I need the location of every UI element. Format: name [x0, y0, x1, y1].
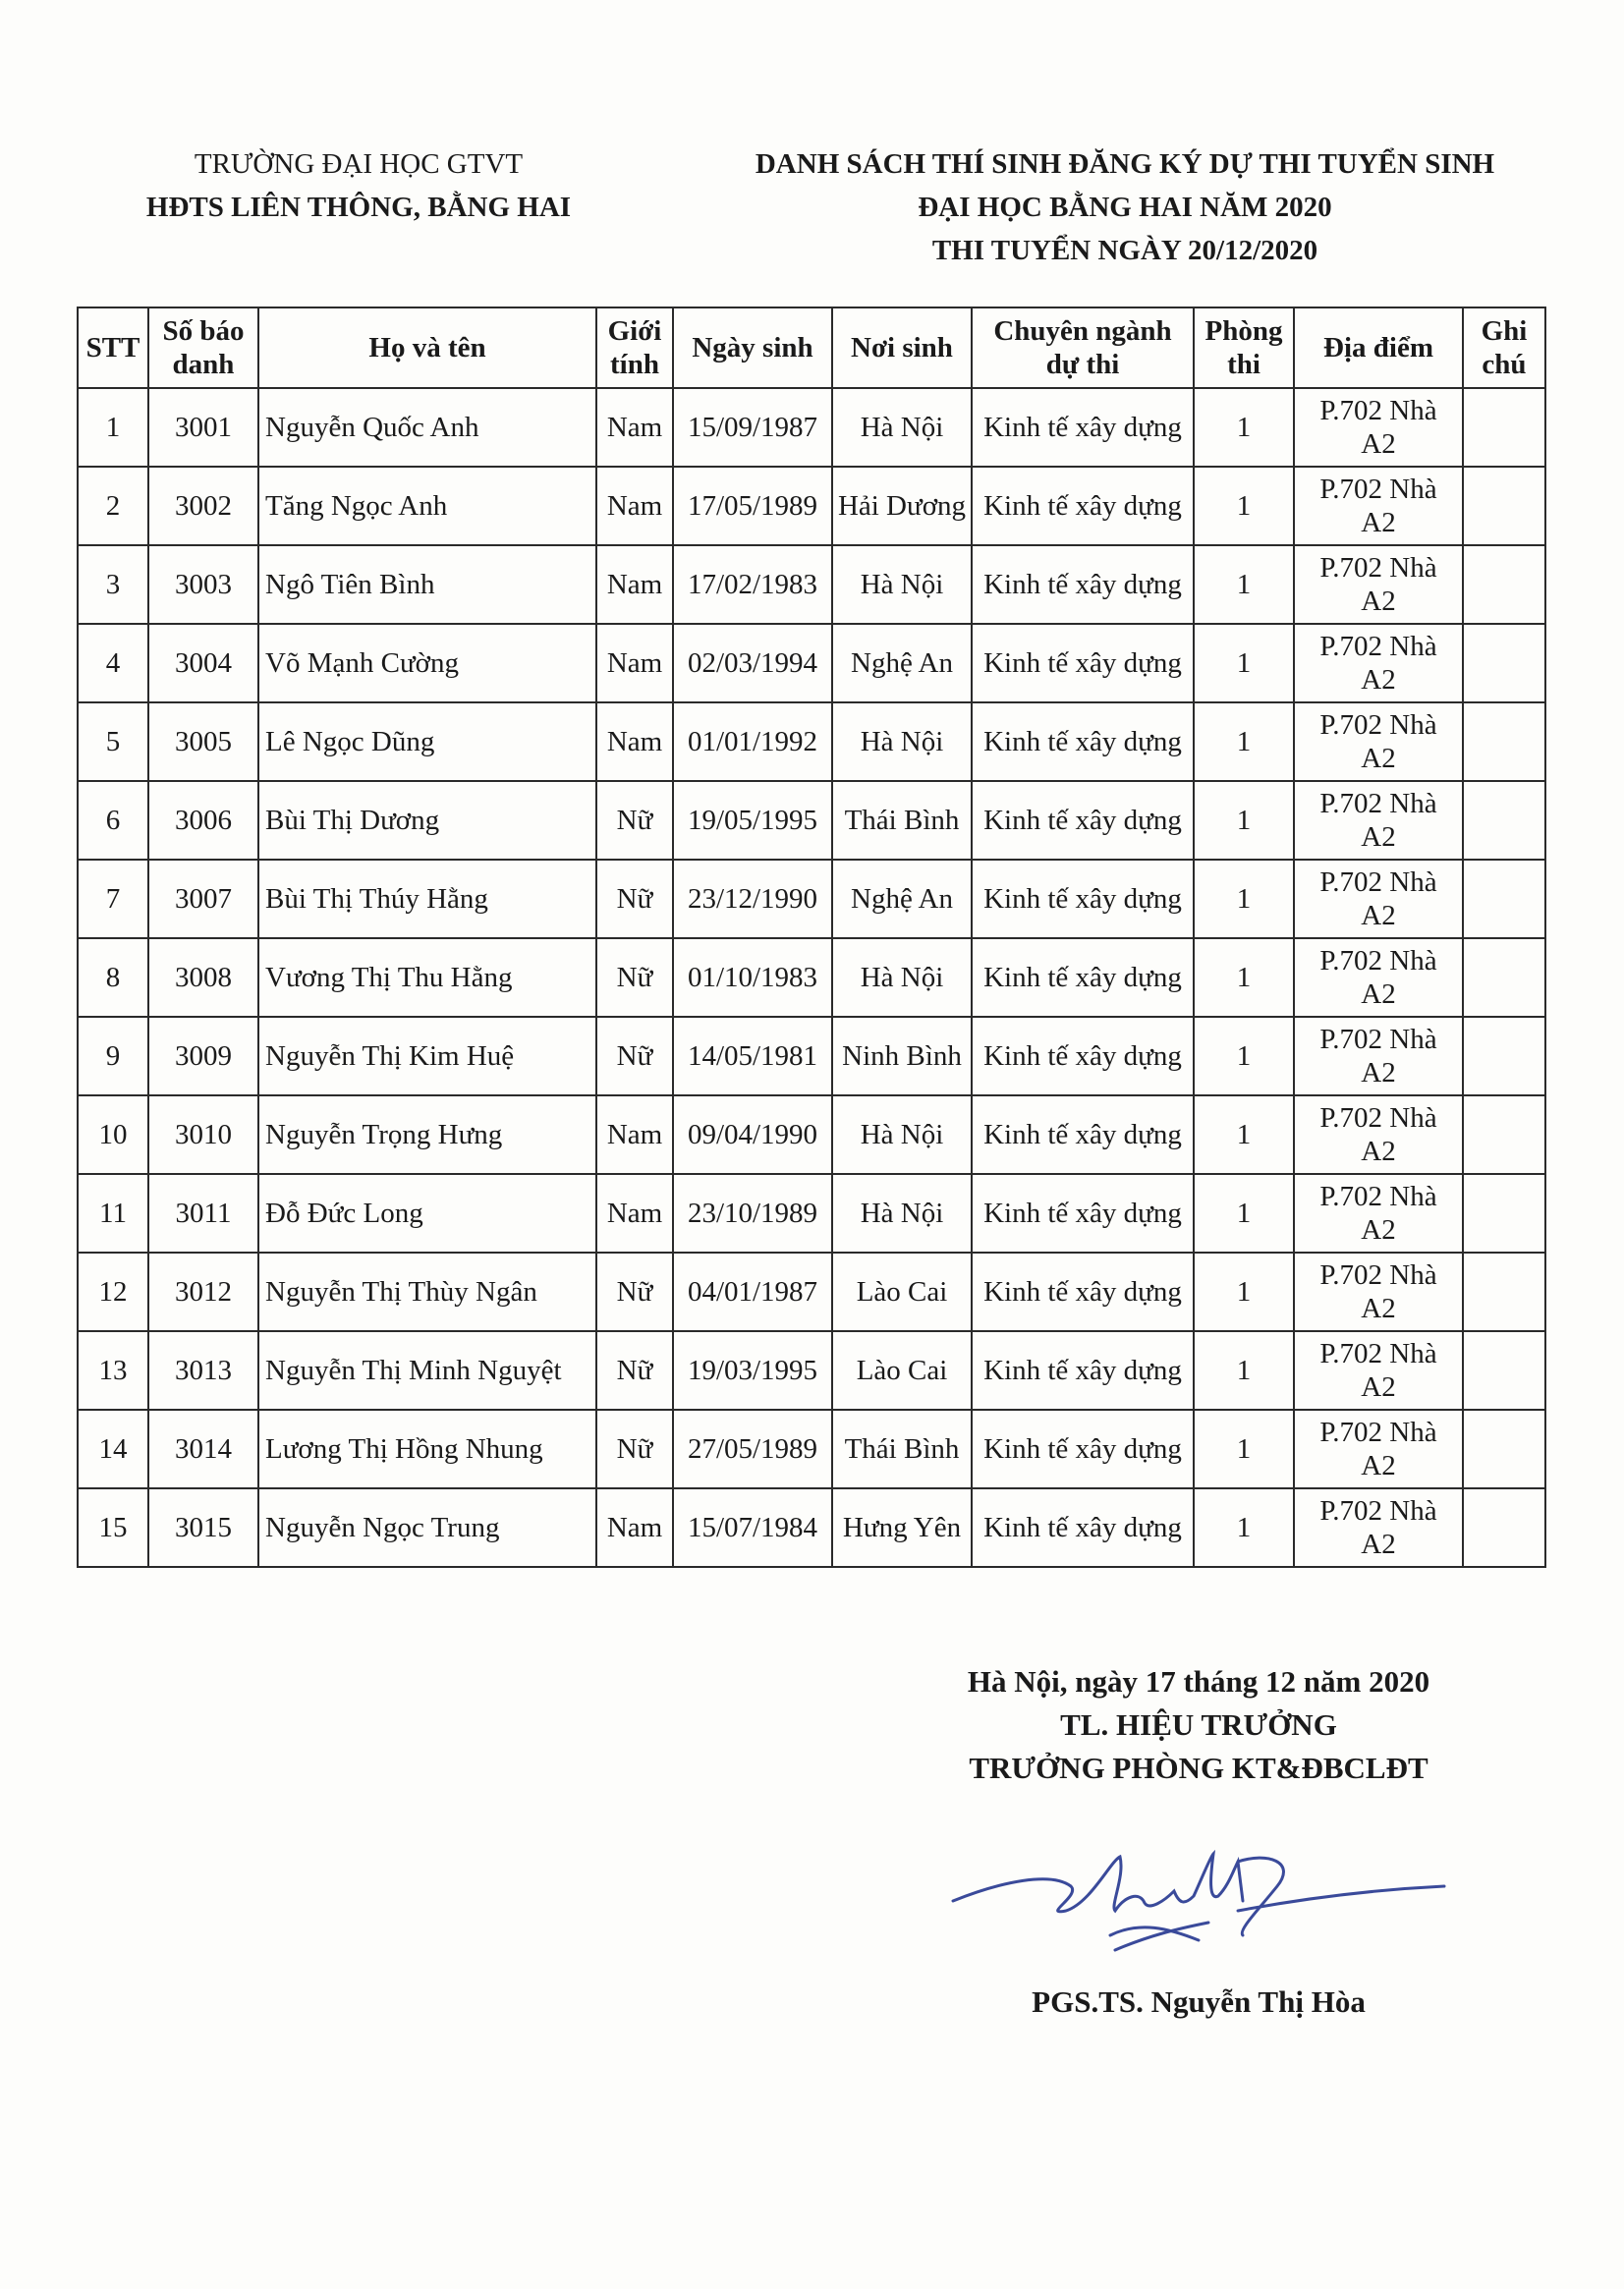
cell-room: 1	[1194, 1095, 1294, 1174]
location-line: P.702 Nhà	[1319, 788, 1437, 819]
location-line: P.702 Nhà	[1319, 945, 1437, 977]
cell-dob: 09/04/1990	[673, 1095, 832, 1174]
cell-sbd: 3013	[148, 1331, 258, 1410]
university-name: TRƯỜNG ĐẠI HỌC GTVT	[194, 148, 524, 180]
cell-sbd: 3002	[148, 467, 258, 545]
cell-stt: 12	[78, 1253, 148, 1331]
cell-location	[1294, 467, 1463, 545]
cell-name: Lương Thị Hồng Nhung	[258, 1410, 596, 1488]
cell-gender: Nam	[596, 545, 673, 624]
cell-place: Nghệ An	[832, 860, 972, 938]
cell-name: Bùi Thị Thúy Hằng	[258, 860, 596, 938]
location-line: A2	[1361, 507, 1396, 538]
cell-stt: 9	[78, 1017, 148, 1095]
cell-place: Ninh Bình	[832, 1017, 972, 1095]
location-line: P.702 Nhà	[1319, 1102, 1437, 1134]
cell-stt: 10	[78, 1095, 148, 1174]
signer-title-1: TL. HIỆU TRƯỞNG	[1060, 1707, 1337, 1742]
table-row	[78, 624, 1545, 702]
date-line: Hà Nội, ngày 17 tháng 12 năm 2020	[967, 1664, 1430, 1699]
cell-stt: 7	[78, 860, 148, 938]
cell-name: Nguyễn Thị Thùy Ngân	[258, 1253, 596, 1331]
cell-major: Kinh tế xây dựng	[972, 624, 1194, 702]
location-line: A2	[1361, 664, 1396, 696]
location-line: A2	[1361, 1136, 1396, 1167]
cell-sbd: 3011	[148, 1174, 258, 1253]
header-line: danh	[172, 349, 235, 380]
cell-name: Nguyễn Thị Minh Nguyệt	[258, 1331, 596, 1410]
table-row	[78, 1253, 1545, 1331]
cell-sbd: 3007	[148, 860, 258, 938]
location-line: P.702 Nhà	[1319, 1259, 1437, 1291]
location-line: A2	[1361, 743, 1396, 774]
document-title-line1: DANH SÁCH THÍ SINH ĐĂNG KÝ DỰ THI TUYỂN SINH	[755, 148, 1495, 180]
cell-gender: Nam	[596, 624, 673, 702]
cell-place: Hà Nội	[832, 938, 972, 1017]
header-line: Họ và tên	[368, 332, 486, 363]
cell-stt: 14	[78, 1410, 148, 1488]
cell-room: 1	[1194, 545, 1294, 624]
cell-sbd: 3008	[148, 938, 258, 1017]
cell-location	[1294, 1017, 1463, 1095]
cell-name: Đỗ Đức Long	[258, 1174, 596, 1253]
cell-major: Kinh tế xây dựng	[972, 467, 1194, 545]
cell-major: Kinh tế xây dựng	[972, 1174, 1194, 1253]
cell-dob: 02/03/1994	[673, 624, 832, 702]
cell-major: Kinh tế xây dựng	[972, 1017, 1194, 1095]
cell-note	[1463, 702, 1545, 781]
table-row	[78, 467, 1545, 545]
header-col-room	[1194, 307, 1294, 388]
table-row	[78, 938, 1545, 1017]
candidate-table	[77, 307, 1546, 1568]
cell-room: 1	[1194, 781, 1294, 860]
header-line: dự thi	[1045, 349, 1120, 380]
cell-room: 1	[1194, 624, 1294, 702]
cell-major: Kinh tế xây dựng	[972, 545, 1194, 624]
cell-room: 1	[1194, 467, 1294, 545]
header-col-location	[1294, 307, 1463, 388]
cell-dob: 23/12/1990	[673, 860, 832, 938]
table-row	[78, 860, 1545, 938]
location-line: A2	[1361, 1450, 1396, 1481]
table-row	[78, 388, 1545, 467]
header-left	[98, 142, 619, 229]
cell-place: Hà Nội	[832, 1095, 972, 1174]
location-line: P.702 Nhà	[1319, 866, 1437, 898]
cell-note	[1463, 781, 1545, 860]
location-line: P.702 Nhà	[1319, 1338, 1437, 1369]
cell-room: 1	[1194, 938, 1294, 1017]
location-line: A2	[1361, 900, 1396, 931]
cell-location	[1294, 1410, 1463, 1488]
header-right	[693, 142, 1557, 272]
header-line: Ghi	[1481, 315, 1528, 347]
header-line: Giới	[607, 315, 662, 347]
cell-stt: 4	[78, 624, 148, 702]
cell-name: Lê Ngọc Dũng	[258, 702, 596, 781]
cell-location	[1294, 1174, 1463, 1253]
cell-place: Hà Nội	[832, 1174, 972, 1253]
cell-stt: 8	[78, 938, 148, 1017]
cell-dob: 04/01/1987	[673, 1253, 832, 1331]
header-col-place	[832, 307, 972, 388]
document-title-line2: ĐẠI HỌC BẰNG HAI NĂM 2020	[918, 192, 1332, 223]
table-body	[78, 388, 1545, 1567]
cell-gender: Nữ	[596, 1017, 673, 1095]
cell-place: Nghệ An	[832, 624, 972, 702]
cell-location	[1294, 1253, 1463, 1331]
cell-dob: 19/05/1995	[673, 781, 832, 860]
location-line: P.702 Nhà	[1319, 474, 1437, 505]
location-line: P.702 Nhà	[1319, 709, 1437, 741]
cell-location	[1294, 545, 1463, 624]
cell-stt: 2	[78, 467, 148, 545]
cell-gender: Nữ	[596, 781, 673, 860]
header-line: Số báo	[162, 315, 245, 347]
cell-major: Kinh tế xây dựng	[972, 938, 1194, 1017]
cell-stt: 5	[78, 702, 148, 781]
location-line: A2	[1361, 428, 1396, 460]
cell-gender: Nữ	[596, 1410, 673, 1488]
cell-note	[1463, 467, 1545, 545]
cell-place: Lào Cai	[832, 1253, 972, 1331]
location-line: A2	[1361, 1371, 1396, 1403]
cell-place: Hưng Yên	[832, 1488, 972, 1567]
cell-stt: 1	[78, 388, 148, 467]
cell-note	[1463, 545, 1545, 624]
cell-gender: Nữ	[596, 860, 673, 938]
cell-name: Võ Mạnh Cường	[258, 624, 596, 702]
table-row	[78, 1174, 1545, 1253]
header-col-dob	[673, 307, 832, 388]
cell-note	[1463, 624, 1545, 702]
table-row	[78, 1095, 1545, 1174]
location-line: P.702 Nhà	[1319, 1024, 1437, 1055]
cell-note	[1463, 1410, 1545, 1488]
cell-location	[1294, 624, 1463, 702]
cell-sbd: 3015	[148, 1488, 258, 1567]
cell-name: Nguyễn Thị Kim Huệ	[258, 1017, 596, 1095]
cell-place: Hải Dương	[832, 467, 972, 545]
cell-major: Kinh tế xây dựng	[972, 1410, 1194, 1488]
header-line: Ngày sinh	[692, 332, 813, 363]
cell-major: Kinh tế xây dựng	[972, 860, 1194, 938]
cell-place: Hà Nội	[832, 545, 972, 624]
cell-dob: 27/05/1989	[673, 1410, 832, 1488]
cell-stt: 11	[78, 1174, 148, 1253]
cell-dob: 14/05/1981	[673, 1017, 832, 1095]
cell-place: Thái Bình	[832, 781, 972, 860]
cell-stt: 13	[78, 1331, 148, 1410]
cell-gender: Nam	[596, 1095, 673, 1174]
cell-location	[1294, 1331, 1463, 1410]
header-line: tính	[610, 349, 659, 380]
cell-note	[1463, 1488, 1545, 1567]
header-col-gender	[596, 307, 673, 388]
cell-place: Thái Bình	[832, 1410, 972, 1488]
cell-major: Kinh tế xây dựng	[972, 1488, 1194, 1567]
cell-name: Ngô Tiên Bình	[258, 545, 596, 624]
location-line: A2	[1361, 586, 1396, 617]
cell-location	[1294, 388, 1463, 467]
cell-sbd: 3014	[148, 1410, 258, 1488]
header-col-major	[972, 307, 1194, 388]
cell-place: Hà Nội	[832, 702, 972, 781]
cell-sbd: 3009	[148, 1017, 258, 1095]
cell-dob: 17/05/1989	[673, 467, 832, 545]
cell-location	[1294, 1095, 1463, 1174]
cell-note	[1463, 860, 1545, 938]
cell-sbd: 3003	[148, 545, 258, 624]
header-line: Chuyên ngành	[993, 315, 1172, 347]
cell-location	[1294, 938, 1463, 1017]
cell-room: 1	[1194, 1253, 1294, 1331]
cell-sbd: 3004	[148, 624, 258, 702]
cell-gender: Nam	[596, 1488, 673, 1567]
cell-major: Kinh tế xây dựng	[972, 1253, 1194, 1331]
cell-location	[1294, 702, 1463, 781]
cell-gender: Nữ	[596, 938, 673, 1017]
cell-note	[1463, 1017, 1545, 1095]
cell-note	[1463, 1253, 1545, 1331]
cell-name: Bùi Thị Dương	[258, 781, 596, 860]
cell-room: 1	[1194, 860, 1294, 938]
cell-major: Kinh tế xây dựng	[972, 388, 1194, 467]
cell-name: Nguyễn Ngọc Trung	[258, 1488, 596, 1567]
cell-location	[1294, 1488, 1463, 1567]
handwritten-signature	[943, 1842, 1454, 1970]
cell-gender: Nam	[596, 388, 673, 467]
table-row	[78, 1488, 1545, 1567]
cell-dob: 15/09/1987	[673, 388, 832, 467]
location-line: A2	[1361, 1057, 1396, 1089]
cell-stt: 6	[78, 781, 148, 860]
cell-room: 1	[1194, 1488, 1294, 1567]
table-row	[78, 1331, 1545, 1410]
cell-location	[1294, 781, 1463, 860]
header-line: thi	[1227, 349, 1260, 380]
header-col-sbd	[148, 307, 258, 388]
cell-name: Vương Thị Thu Hằng	[258, 938, 596, 1017]
cell-room: 1	[1194, 1410, 1294, 1488]
cell-note	[1463, 1174, 1545, 1253]
cell-dob: 01/01/1992	[673, 702, 832, 781]
cell-place: Lào Cai	[832, 1331, 972, 1410]
cell-sbd: 3006	[148, 781, 258, 860]
header-col-stt	[78, 307, 148, 388]
cell-sbd: 3001	[148, 388, 258, 467]
header-line: Địa điểm	[1323, 332, 1433, 363]
table-row	[78, 545, 1545, 624]
cell-major: Kinh tế xây dựng	[972, 1095, 1194, 1174]
cell-gender: Nữ	[596, 1253, 673, 1331]
location-line: A2	[1361, 821, 1396, 853]
location-line: P.702 Nhà	[1319, 631, 1437, 662]
location-line: P.702 Nhà	[1319, 1181, 1437, 1212]
cell-dob: 19/03/1995	[673, 1331, 832, 1410]
cell-gender: Nam	[596, 1174, 673, 1253]
signer-name: PGS.TS. Nguyễn Thị Hòa	[1032, 1984, 1366, 2019]
cell-sbd: 3010	[148, 1095, 258, 1174]
cell-stt: 3	[78, 545, 148, 624]
council-name: HĐTS LIÊN THÔNG, BẰNG HAI	[145, 192, 572, 223]
table-row	[78, 1410, 1545, 1488]
cell-room: 1	[1194, 1331, 1294, 1410]
cell-note	[1463, 1095, 1545, 1174]
cell-room: 1	[1194, 1174, 1294, 1253]
cell-dob: 15/07/1984	[673, 1488, 832, 1567]
cell-sbd: 3012	[148, 1253, 258, 1331]
cell-major: Kinh tế xây dựng	[972, 702, 1194, 781]
location-line: A2	[1361, 1529, 1396, 1560]
header-line: Phòng	[1204, 315, 1283, 347]
header-line: chú	[1482, 349, 1527, 380]
cell-location	[1294, 860, 1463, 938]
header-col-note	[1463, 307, 1545, 388]
header-line: STT	[85, 332, 140, 363]
cell-gender: Nam	[596, 702, 673, 781]
cell-room: 1	[1194, 1017, 1294, 1095]
cell-stt: 15	[78, 1488, 148, 1567]
cell-dob: 17/02/1983	[673, 545, 832, 624]
header-line: Nơi sinh	[851, 332, 953, 363]
cell-dob: 23/10/1989	[673, 1174, 832, 1253]
location-line: A2	[1361, 978, 1396, 1010]
cell-sbd: 3005	[148, 702, 258, 781]
cell-name: Nguyễn Quốc Anh	[258, 388, 596, 467]
table-row	[78, 1017, 1545, 1095]
header-col-name	[258, 307, 596, 388]
cell-dob: 01/10/1983	[673, 938, 832, 1017]
cell-gender: Nữ	[596, 1331, 673, 1410]
location-line: A2	[1361, 1293, 1396, 1324]
location-line: A2	[1361, 1214, 1396, 1246]
location-line: P.702 Nhà	[1319, 1495, 1437, 1527]
cell-name: Tăng Ngọc Anh	[258, 467, 596, 545]
signer-title-2: TRƯỞNG PHÒNG KT&ĐBCLĐT	[969, 1751, 1428, 1785]
document-title-line3: THI TUYỂN NGÀY 20/12/2020	[931, 235, 1318, 266]
cell-major: Kinh tế xây dựng	[972, 1331, 1194, 1410]
location-line: P.702 Nhà	[1319, 395, 1437, 426]
cell-note	[1463, 388, 1545, 467]
cell-major: Kinh tế xây dựng	[972, 781, 1194, 860]
cell-note	[1463, 938, 1545, 1017]
cell-place: Hà Nội	[832, 388, 972, 467]
cell-room: 1	[1194, 702, 1294, 781]
cell-gender: Nam	[596, 467, 673, 545]
cell-name: Nguyễn Trọng Hưng	[258, 1095, 596, 1174]
table-header-row	[78, 307, 1545, 388]
cell-room: 1	[1194, 388, 1294, 467]
table-row	[78, 781, 1545, 860]
location-line: P.702 Nhà	[1319, 552, 1437, 584]
location-line: P.702 Nhà	[1319, 1417, 1437, 1448]
cell-note	[1463, 1331, 1545, 1410]
table-row	[78, 702, 1545, 781]
signature-block	[865, 1660, 1533, 1790]
